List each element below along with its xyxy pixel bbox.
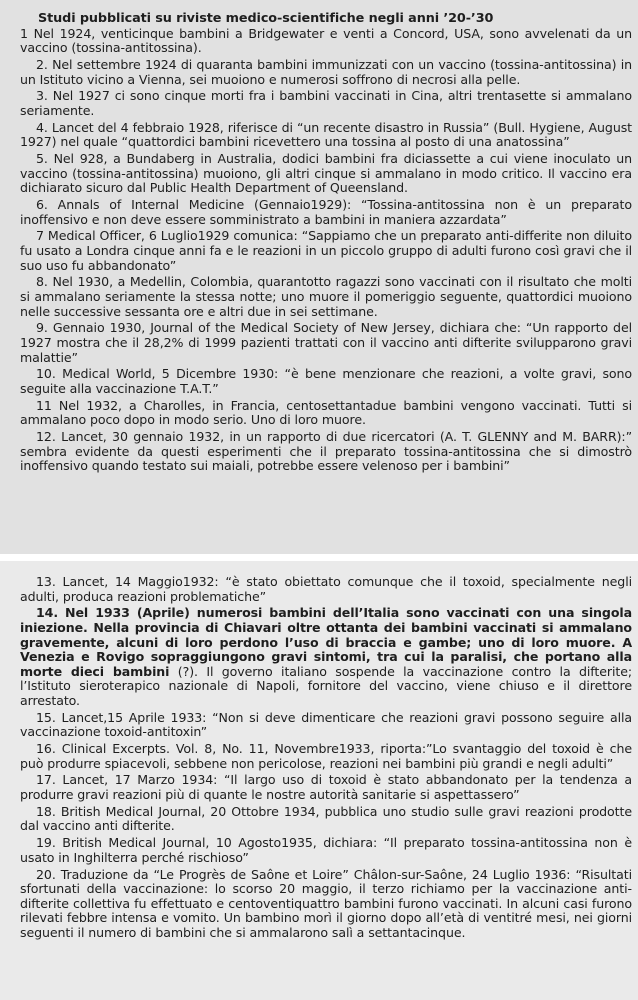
section-divider xyxy=(0,554,638,561)
bottom-scan-section xyxy=(0,561,638,1000)
list-item-text: (?). Il governo italiano sospende la vaccinazione contro la difterite; l’Istituto sieroterapico nazionale di Napoli, fornitore del vaccino, viene chiuso e il direttore arrestato. xyxy=(20,663,632,708)
list-item: 20. Traduzione da “Le Progrès de Saône et Loire” Châlon-sur-Saône, 24 Luglio 1936: “Risultati sfortunati della vaccinazione: lo scorso 20 maggio, il terzo richiamo per la vaccinazione anti-difterite collettiva fu effettuato e centoventiquattro bambini furono vaccinati. In alcuni casi furono rilevati febbre intensa e vomito. Un bambino morì il giorno dopo all’età di ventitré mesi, nei giorni seguenti il numero di bambini che si ammalarono salì a settantacinque. xyxy=(20,866,632,940)
list-item: 10. Medical World, 5 Dicembre 1930: “è bene menzionare che reazioni, a volte gravi, sono seguite alla vaccinazione T.A.T.” xyxy=(20,366,632,396)
list-item: 3. Nel 1927 ci sono cinque morti fra i bambini vaccinati in Cina, altri trentasette si ammalano seriamente. xyxy=(20,88,632,118)
list-item: 4. Lancet del 4 febbraio 1928, riferisce di “un recente disastro in Russia” (Bull. Hygiene, August 1927) nel quale “quattordici bambini ricevettero una tossina al posto di una anatossina” xyxy=(20,119,632,150)
list-item: 5. Nel 928, a Bundaberg in Australia, dodici bambini fra diciassette a cui viene inoculato un vaccino (tossina-antitossina) muoiono, gli altri cinque si ammalano in modo critico. Il vaccino era dichiarato sicuro dal Public Health Department of Queensland. xyxy=(20,151,632,196)
list-item: 6. Annals of Internal Medicine (Gennaio1929): “Tossina-antitossina non è un preparato inoffensivo e non deve essere somministrato a bambini in maniera azzardata” xyxy=(20,197,632,227)
list-item: 9. Gennaio 1930, Journal of the Medical Society of New Jersey, dichiara che: “Un rapporto del 1927 mostra che il 28,2% di 1999 pazienti trattati con il vaccino anti difterite svilupparono gravi malattie” xyxy=(20,320,632,365)
list-item: 12. Lancet, 30 gennaio 1932, in un rapporto di due ricercatori (A. T. GLENNY and M. BARR):” sembra evidente da questi esperimenti che il preparato tossina-antitossina che si dimostrò inoffensivo quando testato sui maiali, potrebbe essere velenoso per i bambini” xyxy=(20,429,632,474)
page-heading: Studi pubblicati su riviste medico-scientifiche negli anni ’20-’30 xyxy=(38,11,494,26)
list-item-highlighted xyxy=(20,606,632,708)
list-item: 8. Nel 1930, a Medellin, Colombia, quarantotto ragazzi sono vaccinati con il risultato che molti si ammalano seriamente la stessa notte; uno muore il pomeriggio seguente, quattordici muoiono nelle successive sessanta ore e altri due in sei settimane. xyxy=(20,274,632,319)
list-item: 18. British Medical Journal, 20 Ottobre 1934, pubblica uno studio sulle gravi reazioni prodotte dal vaccino anti difterite. xyxy=(20,803,632,834)
list-item: 13. Lancet, 14 Maggio1932: “è stato obiettato comunque che il toxoid, specialmente negli adulti, produca reazioni problematiche” xyxy=(20,574,632,604)
highlighted-text: 14. Nel 1933 (Aprile) numerosi bambini dell’Italia sono vaccinati con una singola iniezione. Nella provincia di Chiavari oltre ottanta dei bambini vaccinati si ammalano gravemente, alcuni di loro perdono l’uso di braccia e gambe; uno di loro muore. A Venezia e Rovigo sopraggiungono gravi sintomi, tra cui la paralisi, che portano alla morte dieci bambini xyxy=(20,605,632,679)
bottom-text-column xyxy=(20,575,632,943)
list-item: 15. Lancet,15 Aprile 1933: “Non si deve dimenticare che reazioni gravi possono seguire alla vaccinazione toxoid-antitoxin” xyxy=(20,709,632,740)
list-item: 16. Clinical Excerpts. Vol. 8, No. 11, Novembre1933, riporta:”Lo svantaggio del toxoid è che può produrre spiacevoli, sebbene non pericolose, reazioni nei bambini più grandi e negli adulti” xyxy=(20,741,632,771)
list-item: 2. Nel settembre 1924 di quaranta bambini immunizzati con un vaccino (tossina-antitossina) in un Istituto vicino a Vienna, sei muoiono e numerosi soffrono di necrosi alla pelle. xyxy=(20,56,632,87)
top-text-column xyxy=(20,12,632,476)
list-item: 1 Nel 1924, venticinque bambini a Bridgewater e venti a Concord, USA, sono avvelenati da un vaccino (tossina-antitossina). xyxy=(20,25,632,56)
list-item: 17. Lancet, 17 Marzo 1934: “Il largo uso di toxoid è stato abbandonato per la tendenza a produrre gravi reazioni più di quante le nostre autorità sanitarie si aspettassero” xyxy=(20,772,632,803)
list-item: 19. British Medical Journal, 10 Agosto1935, dichiara: “Il preparato tossina-antitossina non è usato in Inghilterra perché rischioso” xyxy=(20,835,632,865)
list-item: 11 Nel 1932, a Charolles, in Francia, centosettantadue bambini vengono vaccinati. Tutti si ammalano poco dopo in modo serio. Uno di loro muore. xyxy=(20,397,632,428)
list-item: 7 Medical Officer, 6 Luglio1929 comunica: “Sappiamo che un preparato anti-differite non diluito fu usato a Londra cinque anni fa e le reazioni in un piccolo gruppo di adulti furono così gravi che il suo uso fu abbandonato” xyxy=(20,228,632,273)
